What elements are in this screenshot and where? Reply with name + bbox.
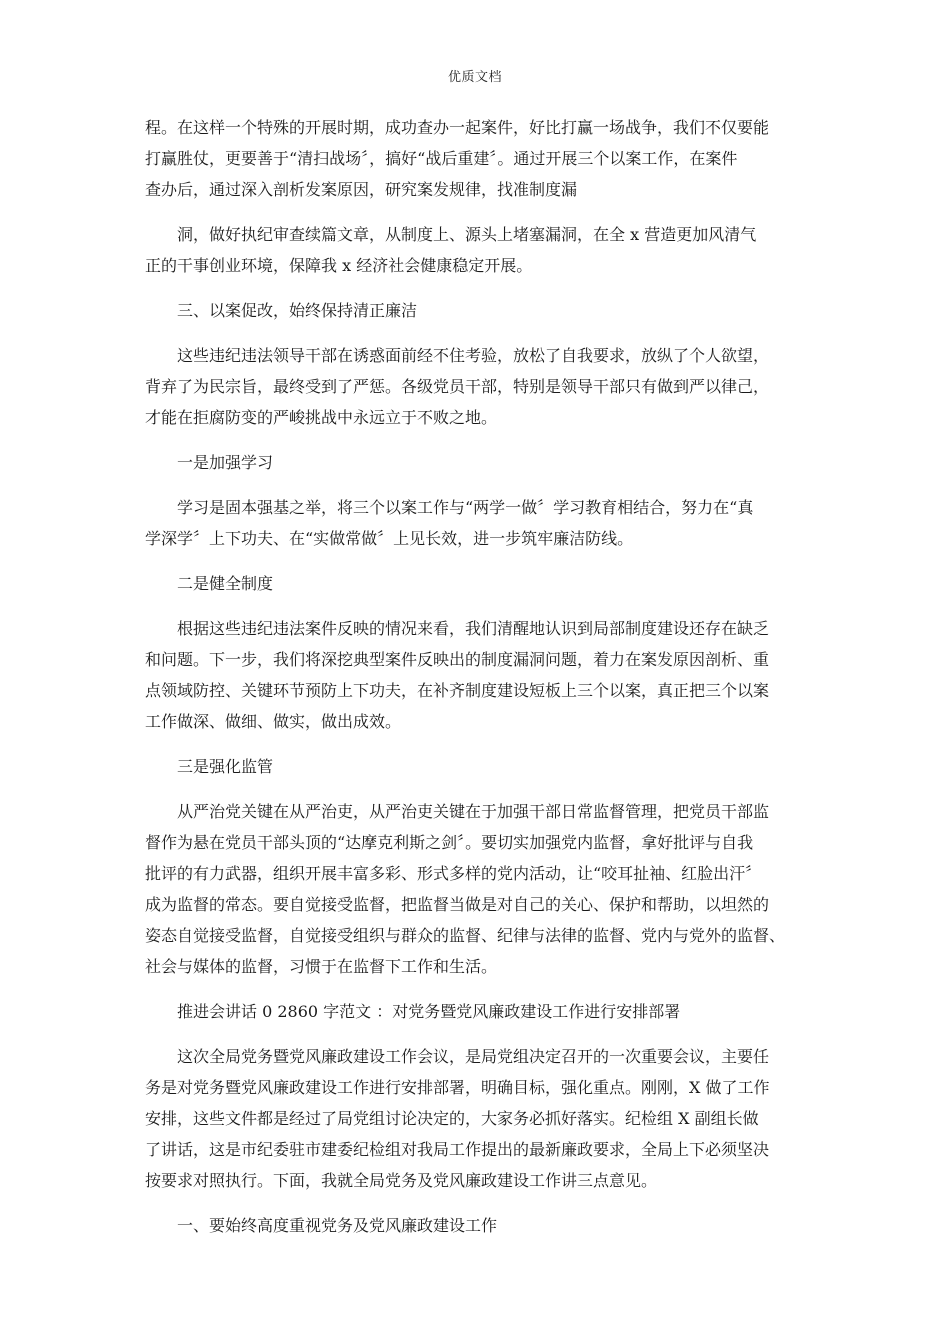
text-line: 按要求对照执行。下面，我就全局党务及党风廉政建设工作讲三点意见。 <box>145 1171 658 1190</box>
text-line: 批评的有力武器，组织开展丰富多彩、形式多样的党内活动，让“咬耳扯袖、红脸出汗〞 <box>145 864 762 883</box>
text-line: 三是强化监管 <box>177 757 274 776</box>
text-line: 这些违纪违法领导干部在诱惑面前经不住考验，放松了自我要求，放纵了个人欲望， <box>177 346 770 365</box>
text-line: 推进会讲话 0 2860 字范文 ：对党务暨党风廉政建设工作进行安排部署 <box>177 1002 681 1021</box>
section-heading <box>145 1210 805 1241</box>
paragraph <box>145 492 805 554</box>
text-line: 点领域防控、关键环节预防上下功夫，在补齐制度建设短板上三个以案，真正把三个以案 <box>145 681 770 700</box>
paragraph <box>145 219 805 281</box>
text-line: 务是对党务暨党风廉政建设工作进行安排部署，明确目标，强化重点。刚刚，X 做了工作 <box>145 1078 770 1097</box>
text-line: 正的干事创业环境，保障我 x 经济社会健康稳定开展。 <box>145 256 533 275</box>
text-line: 一、要始终高度重视党务及党风廉政建设工作 <box>177 1216 498 1235</box>
text-line: 才能在拒腐防变的严峻挑战中永远立于不败之地。 <box>145 408 498 427</box>
paragraph <box>145 1041 805 1196</box>
text-line: 成为监督的常态。要自觉接受监督，把监督当做是对自己的关心、保护和帮助，以坦然的 <box>145 895 770 914</box>
text-line: 程。在这样一个特殊的开展时期，成功查办一起案件，好比打赢一场战争，我们不仅要能 <box>145 118 770 137</box>
text-line: 根据这些违纪违法案件反映的情况来看，我们清醒地认识到局部制度建设还存在缺乏 <box>177 619 770 638</box>
text-line: 一是加强学习 <box>177 453 274 472</box>
page-header: 优质文档 <box>447 70 502 85</box>
text-line: 学习是固本强基之举，将三个以案工作与“两学一做〞学习教育相结合，努力在“真 <box>177 498 754 517</box>
text-line: 姿态自觉接受监督，自觉接受组织与群众的监督、纪律与法律的监督、党内与党外的监督、 <box>145 926 786 945</box>
text-line: 安排，这些文件都是经过了局党组讨论决定的，大家务必抓好落实。纪检组 X 副组长做 <box>145 1109 759 1128</box>
text-line: 三、以案促改，始终保持清正廉洁 <box>177 301 418 320</box>
section-heading <box>145 295 805 326</box>
document-body <box>145 112 805 1255</box>
text-line: 这次全局党务暨党风廉政建设工作会议，是局党组决定召开的一次重要会议，主要任 <box>177 1047 770 1066</box>
paragraph <box>145 340 805 433</box>
subsection-heading <box>145 751 805 782</box>
paragraph <box>145 796 805 982</box>
text-line: 背弃了为民宗旨，最终受到了严惩。各级党员干部，特别是领导干部只有做到严以律己， <box>145 377 770 396</box>
text-line: 从严治党关键在从严治吏，从严治吏关键在于加强干部日常监督管理，把党员干部监 <box>177 802 770 821</box>
text-line: 工作做深、做细、做实，做出成效。 <box>145 712 402 731</box>
text-line: 和问题。下一步，我们将深挖典型案件反映出的制度漏洞问题，着力在案发原因剖析、重 <box>145 650 770 669</box>
text-line: 了讲话，这是市纪委驻市建委纪检组对我局工作提出的最新廉政要求，全局上下必须坚决 <box>145 1140 770 1159</box>
text-line: 学深学〞上下功夫、在“实做常做〞上见长效，进一步筑牢廉洁防线。 <box>145 529 634 548</box>
text-line: 查办后，通过深入剖析发案原因，研究案发规律，找准制度漏 <box>145 180 578 199</box>
text-line: 洞，做好执纪审查续篇文章，从制度上、源头上堵塞漏洞，在全 x 营造更加风清气 <box>177 225 757 244</box>
text-line: 二是健全制度 <box>177 574 274 593</box>
subsection-heading <box>145 447 805 478</box>
subsection-heading <box>145 568 805 599</box>
text-line: 社会与媒体的监督，习惯于在监督下工作和生活。 <box>145 957 498 976</box>
paragraph <box>145 112 805 205</box>
article-title <box>145 996 805 1027</box>
paragraph <box>145 613 805 737</box>
text-line: 打赢胜仗，更要善于“清扫战场〞，搞好“战后重建〞。通过开展三个以案工作，在案件 <box>145 149 738 168</box>
text-line: 督作为悬在党员干部头顶的“达摩克利斯之剑〞。要切实加强党内监督，拿好批评与自我 <box>145 833 754 852</box>
